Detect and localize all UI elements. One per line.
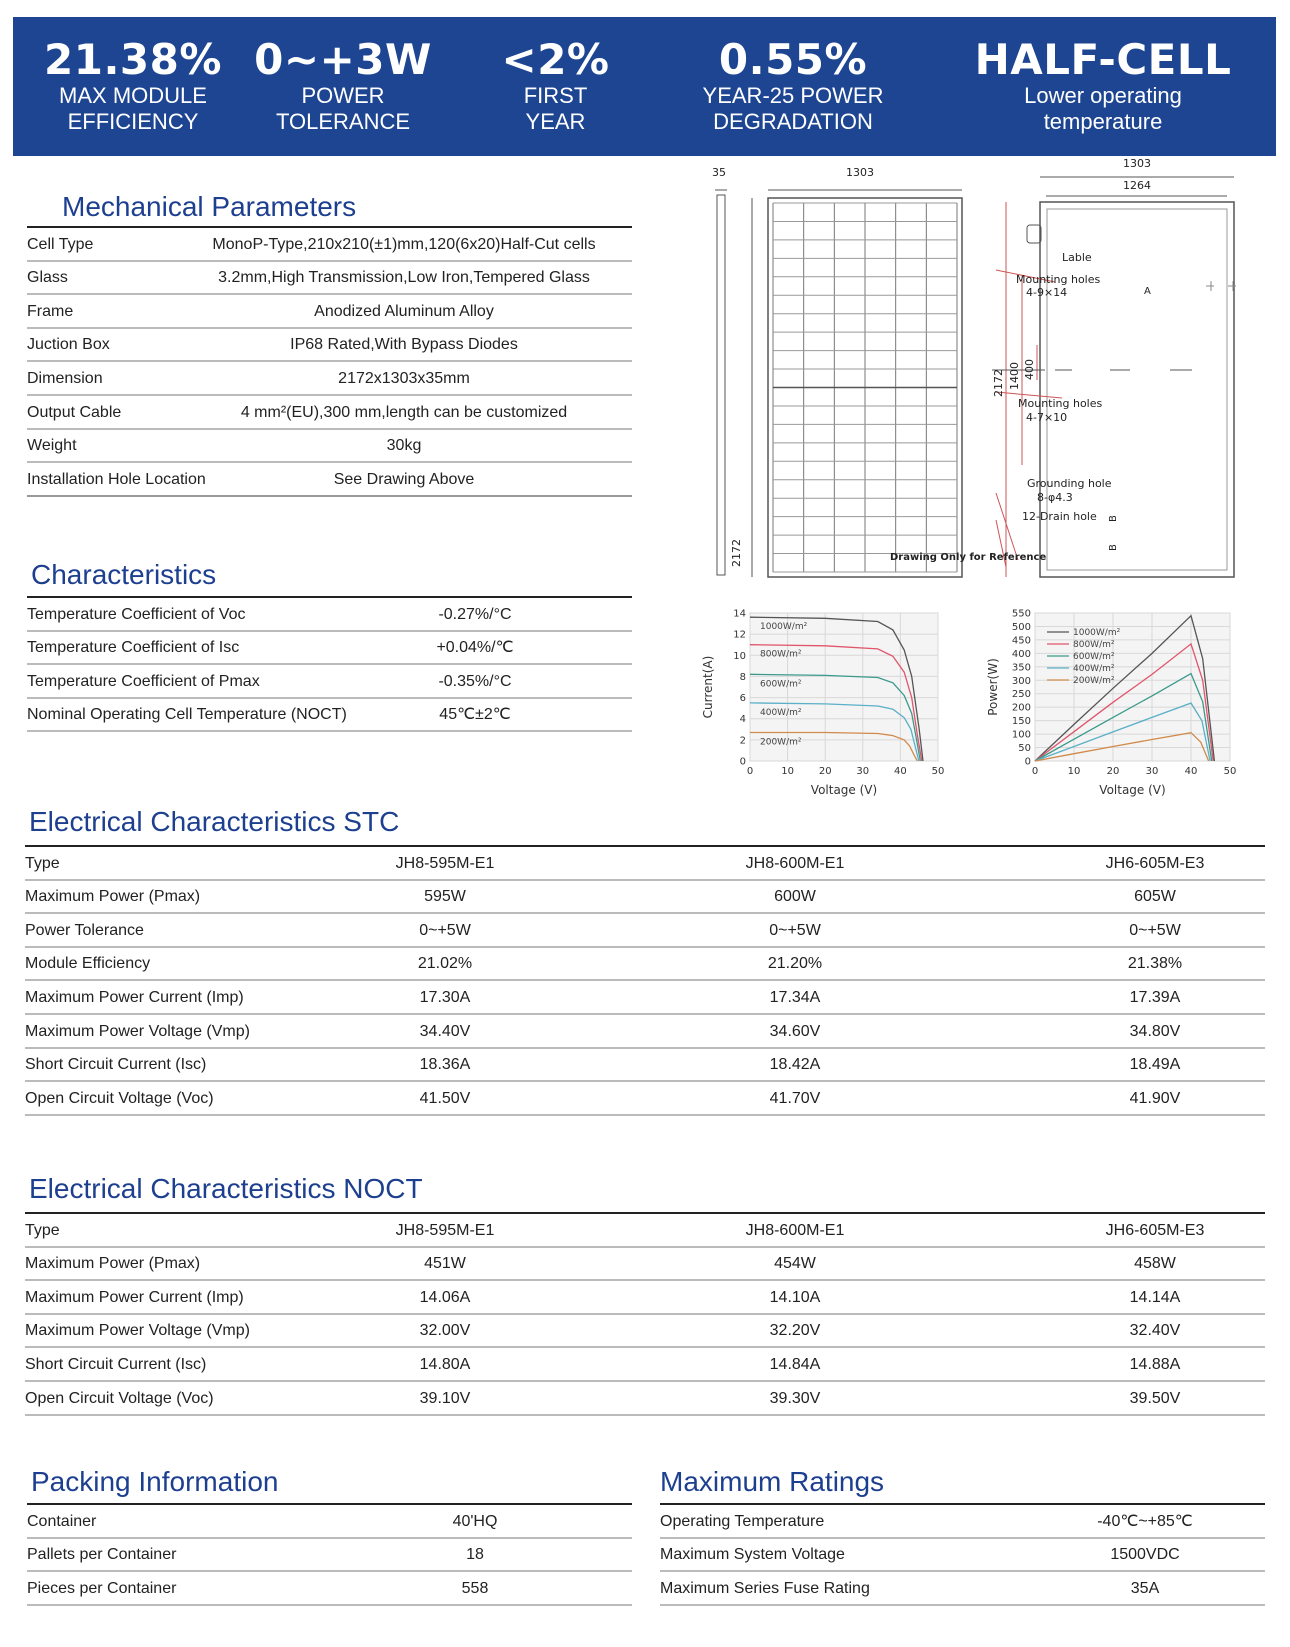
module-drawing: [700, 157, 1280, 595]
dimension-label: 1400: [1008, 362, 1021, 390]
stat-first-year: <2% FIRST YEAR: [501, 35, 610, 134]
x-tick-label: 20: [818, 766, 832, 777]
y-axis-label: Power(W): [986, 658, 1000, 716]
table-row: Power Tolerance 0~+5W 0~+5W 0~+5W: [25, 914, 1265, 948]
section-title: Packing Information: [31, 1466, 279, 1497]
mounting-holes-size: 4-7×10: [1026, 411, 1068, 424]
table-row: Output Cable 4 mm²(EU),300 mm,length can be customized: [27, 396, 632, 430]
section-title: Maximum Ratings: [660, 1466, 885, 1497]
section-title: Electrical Characteristics NOCT: [29, 1173, 423, 1204]
y-tick-label: 100: [1011, 729, 1031, 741]
y-tick-label: 250: [1011, 689, 1031, 701]
table-row: Maximum Power Current (Imp) 14.06A 14.10A 14.14A: [25, 1281, 1265, 1315]
section-a-label: A: [1144, 286, 1151, 297]
characteristics-section: [27, 558, 632, 732]
table-row: Temperature Coefficient of Pmax -0.35%/°C: [27, 665, 632, 699]
mounting-holes-text: Mounting holes: [1018, 397, 1103, 410]
mechanical-section: [27, 190, 632, 497]
dimension-label: 1303: [846, 166, 874, 179]
table-row: Module Efficiency 21.02% 21.20% 21.38%: [25, 948, 1265, 982]
packing-table: [27, 1505, 632, 1606]
table-row: Maximum Power Voltage (Vmp) 34.40V 34.60V 34.80V: [25, 1015, 1265, 1049]
table-row: Short Circuit Current (Isc) 18.36A 18.42A 18.49A: [25, 1049, 1265, 1083]
y-tick-label: 350: [1011, 662, 1031, 674]
y-tick-label: 14: [733, 608, 746, 620]
table-row: Juction Box IP68 Rated,With Bypass Diodes: [27, 329, 632, 363]
x-tick-label: 50: [1223, 766, 1237, 777]
section-title: Electrical Characteristics STC: [29, 806, 400, 837]
cell-grid: [773, 203, 957, 572]
series-label: 800W/m²: [760, 649, 802, 660]
table-row: Maximum System Voltage 1500VDC: [660, 1539, 1265, 1573]
x-tick-label: 40: [894, 766, 907, 777]
x-tick-label: 0: [1031, 766, 1039, 777]
y-tick-label: 4: [739, 714, 746, 726]
y-tick-label: 500: [1011, 621, 1031, 633]
y-tick-label: 8: [739, 671, 746, 683]
legend-label: 1000W/m²: [1073, 628, 1121, 638]
mounting-holes-size: 4-9×14: [1026, 286, 1068, 299]
stc-section: [25, 805, 1265, 1116]
grounding-hole-size: 8-φ4.3: [1037, 491, 1073, 504]
x-tick-label: 10: [781, 766, 794, 777]
y-tick-label: 12: [733, 629, 746, 641]
section-title: Characteristics: [31, 559, 217, 590]
section-b-label: B: [1108, 544, 1119, 551]
y-tick-label: 0: [739, 756, 746, 768]
y-tick-label: 200: [1011, 702, 1031, 714]
dimension-label: 1303: [1123, 157, 1151, 170]
x-tick-label: 30: [1145, 766, 1159, 777]
table-row: Dimension 2172x1303x35mm: [27, 362, 632, 396]
table-row: Installation Hole Location See Drawing Above: [27, 463, 632, 497]
table-row: Open Circuit Voltage (Voc) 39.10V 39.30V 39.50V: [25, 1382, 1265, 1416]
table-row: Glass 3.2mm,High Transmission,Low Iron,Tempered Glass: [27, 262, 632, 296]
grounding-hole-text: Grounding hole: [1027, 477, 1112, 490]
y-tick-label: 450: [1011, 635, 1031, 647]
side-view: [717, 195, 725, 575]
y-tick-label: 6: [739, 693, 746, 705]
stc-table: [25, 847, 1265, 1116]
dimension-label: 400: [1023, 359, 1036, 380]
pv-chart: [985, 605, 1265, 815]
table-row: Nominal Operating Cell Temperature (NOCT) 45℃±2℃: [27, 699, 632, 733]
table-row: Cell Type MonoP-Type,210x210(±1)mm,120(6x20)Half-Cut cells: [27, 228, 632, 262]
table-row: Maximum Power Current (Imp) 17.30A 17.34A 17.39A: [25, 981, 1265, 1015]
series-label: 200W/m²: [760, 737, 802, 748]
y-tick-label: 10: [733, 650, 746, 662]
x-tick-label: 30: [856, 766, 870, 777]
table-row: Type JH8-595M-E1 JH8-600M-E1 JH6-605M-E3: [25, 1214, 1265, 1248]
table-row: Temperature Coefficient of Voc -0.27%/°C: [27, 598, 632, 632]
stat-efficiency: 21.38% MAX MODULE EFFICIENCY: [44, 35, 222, 134]
table-row: Frame Anodized Aluminum Alloy: [27, 295, 632, 329]
series-label: 400W/m²: [760, 707, 802, 718]
dimension-label: 35: [712, 166, 726, 179]
leader-line: [996, 493, 1018, 560]
y-tick-label: 400: [1011, 648, 1031, 660]
y-tick-label: 300: [1011, 675, 1031, 687]
dimension-label: 2172: [992, 369, 1005, 397]
y-tick-label: 150: [1011, 716, 1031, 728]
y-tick-label: 2: [739, 735, 746, 747]
x-tick-label: 40: [1184, 766, 1198, 777]
drawing-note: Drawing Only for Reference: [890, 552, 1047, 563]
packing-section: [27, 1465, 632, 1606]
x-tick-label: 0: [746, 766, 754, 777]
ratings-table: [660, 1505, 1265, 1606]
dimension-label: 1264: [1123, 179, 1151, 192]
mechanical-table: [27, 228, 632, 497]
lable-text: Lable: [1062, 251, 1092, 264]
legend-label: 800W/m²: [1073, 640, 1115, 650]
section-title: Mechanical Parameters: [62, 191, 357, 222]
table-row: Weight 30kg: [27, 430, 632, 464]
table-row: Open Circuit Voltage (Voc) 41.50V 41.70V 41.90V: [25, 1082, 1265, 1116]
stat-degradation: 0.55% YEAR-25 POWER DEGRADATION: [702, 35, 884, 134]
characteristics-table: [27, 598, 632, 732]
iv-chart: [700, 605, 970, 815]
table-row: Type JH8-595M-E1 JH8-600M-E1 JH6-605M-E3: [25, 847, 1265, 881]
x-axis-label: Voltage (V): [810, 783, 878, 797]
stat-tolerance: 0~+3W POWER TOLERANCE: [254, 35, 432, 134]
noct-section: [25, 1172, 1265, 1416]
table-row: Maximum Power (Pmax) 451W 454W 458W: [25, 1248, 1265, 1282]
mounting-holes-text: Mounting holes: [1016, 273, 1101, 286]
legend-label: 200W/m²: [1073, 676, 1115, 686]
banner: [13, 17, 1276, 156]
table-row: Maximum Power Voltage (Vmp) 32.00V 32.20V 32.40V: [25, 1315, 1265, 1349]
table-row: Maximum Power (Pmax) 595W 600W 605W: [25, 881, 1265, 915]
section-marker-a: [1206, 281, 1236, 291]
section-b-label: B: [1108, 515, 1119, 522]
ratings-section: [660, 1465, 1265, 1606]
table-row: Pallets per Container 18: [27, 1539, 632, 1573]
table-row: Pieces per Container 558: [27, 1572, 632, 1606]
table-row: Operating Temperature -40℃~+85℃: [660, 1505, 1265, 1539]
table-row: Container 40'HQ: [27, 1505, 632, 1539]
legend-label: 400W/m²: [1073, 664, 1115, 674]
drain-hole-text: 12-Drain hole: [1022, 510, 1097, 523]
x-tick-label: 20: [1106, 766, 1120, 777]
x-axis-label: Voltage (V): [1099, 783, 1166, 797]
y-tick-label: 0: [1024, 756, 1031, 768]
table-row: Maximum Series Fuse Rating 35A: [660, 1572, 1265, 1606]
legend-label: 600W/m²: [1073, 652, 1115, 662]
noct-table: [25, 1214, 1265, 1416]
dimension-label: 2172: [730, 539, 743, 567]
table-row: Temperature Coefficient of Isc +0.04%/℃: [27, 632, 632, 666]
label-box: [1027, 225, 1041, 243]
series-label: 1000W/m²: [760, 622, 808, 633]
series-label: 600W/m²: [760, 679, 802, 690]
y-axis-label: Current(A): [701, 655, 715, 719]
y-tick-label: 50: [1018, 743, 1031, 755]
y-tick-label: 550: [1011, 608, 1031, 620]
x-tick-label: 50: [931, 766, 945, 777]
table-row: Short Circuit Current (Isc) 14.80A 14.84A 14.88A: [25, 1348, 1265, 1382]
x-tick-label: 10: [1067, 766, 1081, 777]
stat-half-cell: HALF-CELL Lower operating temperature: [974, 35, 1232, 134]
